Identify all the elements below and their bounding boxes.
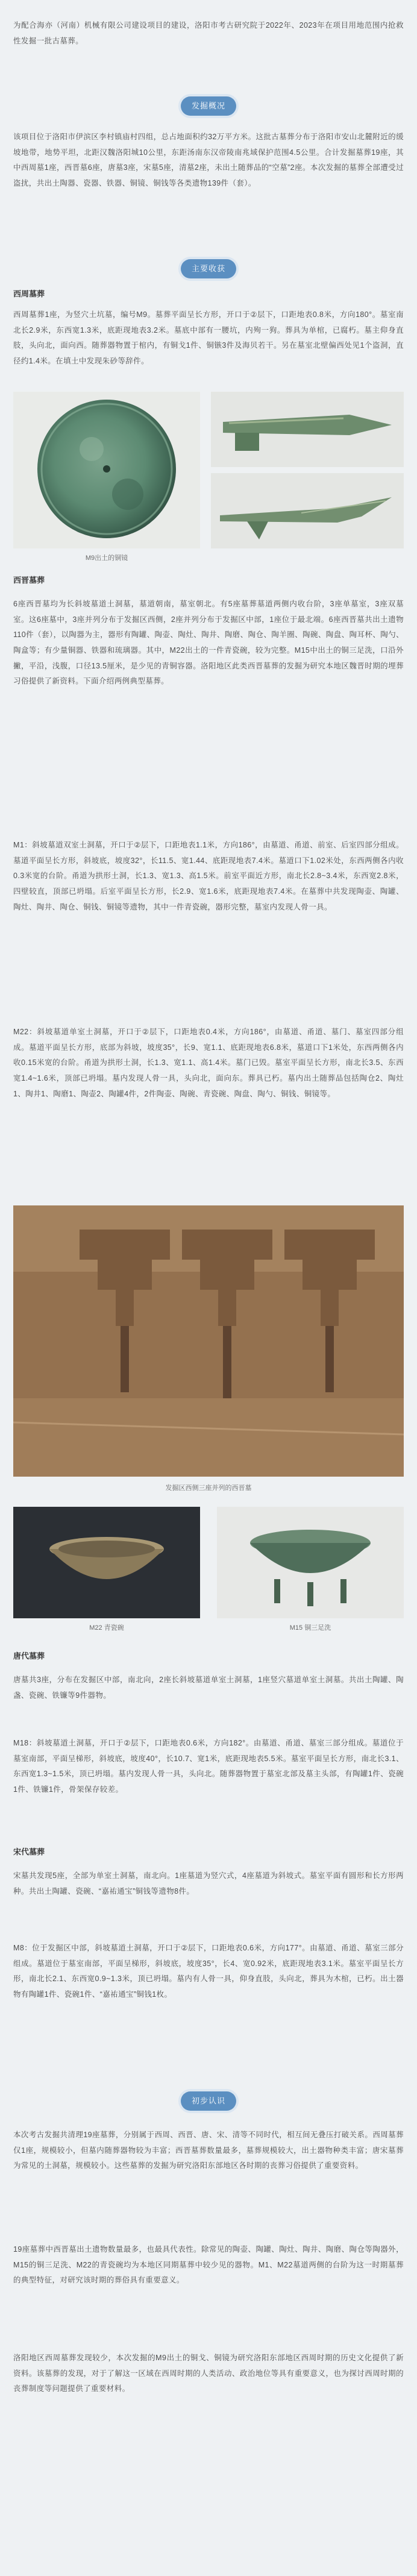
section-title-summary: 初步认识 — [181, 2091, 236, 2111]
m1-paragraph: M1：斜坡墓道双室土洞墓，开口于②层下，口距地表1.1米，方向186°，由墓道、甬道、前室、后室四部分组成。墓道平面呈长方形，斜坡底，坡度32°，长11.5、宽1.44、底距现地表7.4米。墓道口下1.02米处，东西两侧各内收0.3米宽的台阶。甬道为拱形土洞，长1.3、宽1.3、高1.5米。前室平面近方形，南北长2.8~3.4米，东西宽2.8米，四壁较直，顶部已坍塌。后室平面呈长方形，长2.9、宽1.6米，底距现地表7.4米。在墓葬中共发现陶壶、陶罐、陶灶、陶井、陶仓、铜钱、铜镜等遗物，其中一件青瓷碗，器形完整，墓室内发现人骨一具。 — [13, 841, 404, 911]
basin-caption: M15 铜三足洗 — [289, 1624, 331, 1632]
heading-tang: 唐代墓葬 — [13, 1651, 45, 1660]
xijin-paragraph: 6座西晋墓均为长斜坡墓道土洞墓，墓道朝南，墓室朝北。有5座墓葬墓道两侧内收台阶，3座单墓室，3座双墓室。这6座墓中，3座并列分布于发掘区西侧，2座并列分布于发掘区中部，1座位于最北端。6座西晋墓共出土遗物110件（套），以陶器为主，器形有陶罐、陶壶、陶灶、陶井、陶磨、陶仓、陶羊圈、陶碗、陶盘、陶耳杯、陶勺、陶盒等；有少量铜器、铁器和琉璃器。其中，M22出土的一件青瓷碗，较为完整。M15中出土的铜三足洗，口沿外撇，平沿，浅腹，口径13.5厘米，是少见的青铜容器。洛阳地区此类西晋墓葬的发掘为研究本地区魏晋时期的埋葬习俗提供了新资料。下面介绍两例典型墓葬。 — [13, 600, 404, 686]
tomb-caption: 发掘区西侧三座并列的西晋墓 — [165, 1484, 252, 1492]
celadon-bowl-photo — [13, 1507, 200, 1618]
bronze-dagger-photo — [211, 392, 404, 467]
bronze-basin-photo — [217, 1507, 404, 1618]
summary-paragraph-2: 19座墓葬中西晋墓出土遗物数量最多，也最具代表性。除常见的陶壶、陶罐、陶灶、陶井、陶磨、陶仓等陶器外，M15的铜三足洗、M22的青瓷碗均为本地区同期墓葬中较少见的器物。M1、M22墓道两侧的台阶为这一时期墓葬的典型特征，对研究该时期的葬俗具有重要意义。 — [13, 2245, 404, 2285]
section-title-results: 主要收获 — [181, 259, 236, 278]
bowl-caption: M22 青瓷碗 — [89, 1624, 124, 1632]
m18-paragraph: M18：斜坡墓道土洞墓，开口于②层下，口距地表0.6米，方向182°。由墓道、甬道、墓室三部分组成。墓道位于墓室南部，平面呈梯形，斜坡底，坡度40°，长10.7、宽1米，底距现地表5.5米。墓室平面呈长方形，南北长3.1、东西宽1.3~1.5米，顶已坍塌。墓内发现人骨一具，头向北。随葬器物置于墓室北部及墓主头部，有陶罐1件、瓷碗1件、铁镰1件，骨架保存较差。 — [13, 1739, 404, 1794]
bronze-mirror-photo — [13, 392, 200, 548]
section-title-overview: 发掘概况 — [181, 96, 236, 116]
heading-song: 宋代墓葬 — [13, 1847, 45, 1856]
m8-paragraph: M8：位于发掘区中部，斜坡墓道土洞墓，开口于②层下，口距地表0.6米，方向177°。由墓道、甬道、墓室三部分组成。墓道位于墓室南部，平面呈梯形，斜坡底，坡度35°，长4、宽0.92米，底距现地表3.1米。墓室平面呈长方形，南北长2.1、东西宽0.9~1.3米，顶已坍塌。墓内有人骨一具，仰身直肢，头向北，葬具为木棺，已朽。出土器物有陶罐1件、瓷碗1件、“嘉祐通宝”铜钱1枚。 — [13, 1944, 404, 1999]
tomb-excavation-photo — [13, 1205, 404, 1477]
summary-paragraph-1: 本次考古发掘共清理19座墓葬，分别属于西周、西晋、唐、宋、清等不同时代，相互间无叠压打破关系。西周墓葬仅1座，规模较小，但墓内随葬器物较为丰富；西晋墓葬数量最多，墓葬规模较大，出土器物种类丰富；唐宋墓葬为常见的土洞墓，规模较小。这些墓葬的发掘为研究洛阳东部地区各时期的丧葬习俗提供了重要资料。 — [13, 2131, 404, 2170]
heading-xijin: 西晋墓葬 — [13, 576, 45, 585]
summary-paragraph-3: 洛阳地区西周墓葬发现较少，本次发掘的M9出土的铜戈、铜镜为研究洛阳东部地区西周时期的历史文化提供了新资料。该墓葬的发现，对于了解这一区域在西周时期的人类活动、政治地位等具有重要意义，也为探讨西周时期的丧葬制度等问题提供了重要材料。 — [13, 2354, 404, 2393]
m22-paragraph: M22：斜坡墓道单室土洞墓，开口于②层下，口距地表0.4米，方向186°，由墓道、甬道、墓门、墓室四部分组成。墓道平面呈长方形，底部为斜坡，坡度35°，长9、宽1.1、底距现地表6.8米，墓道口下1米处，东西两侧各内收0.15米宽的台阶。甬道为拱形土洞，长1.3、宽1.1、高1.4米。墓门已毁。墓室平面呈长方形，南北长3.5、东西宽1.4~1.6米，顶部已坍塌。墓内发现人骨一具，头向北，面向东。葬具已朽。墓内出土随葬品包括陶仓2、陶灶1、陶井1、陶磨1、陶壶2、陶罐4件，2件陶壶、陶碗、青瓷碗、陶盘、陶勺、铜钱、铜镜等。 — [13, 1028, 404, 1098]
bronze-spear-photo — [211, 473, 404, 548]
overview-paragraph: 该项目位于洛阳市伊滨区李村镇庙村四组，总占地面积约32万平方米。这批古墓葬分布于洛阳市安山北麓附近的缓坡地带，地势平坦，北距汉魏洛阳城10公里，东距汤南东汉帝陵南兆域保护范围4.5公里。合计发掘墓葬19座，其中西周墓1座，西晋墓6座，唐墓3座，宋墓5座，清墓2座，未出土随葬品的“空墓”2座。本次发掘的墓葬全部遭受过盗扰，共出土陶器、瓷器、铁器、铜镜、铜钱等各类遗物139件（套）。 — [13, 133, 404, 187]
tang-paragraph: 唐墓共3座，分布在发掘区中部，南北向，2座长斜坡墓道单室土洞墓，1座竖穴墓道单室土洞墓。共出土陶罐、陶盏、瓷碗、铁镰等9件器物。 — [13, 1676, 404, 1700]
heading-xizhou: 西周墓葬 — [13, 289, 45, 298]
mirror-caption: M9出土的铜镜 — [85, 554, 128, 562]
song-paragraph: 宋墓共发现5座，全部为单室土洞墓，南北向。1座墓道为竖穴式，4座墓道为斜坡式。墓室平面有圆形和长方形两种。共出土陶罐、瓷碗、“嘉祐通宝”铜钱等遗物8件。 — [13, 1871, 404, 1896]
xizhou-paragraph: 西周墓葬1座，为竖穴土坑墓，编号M9。墓葬平面呈长方形，开口于②层下，口距地表0.8米，方向180°。墓室南北长2.9米，东西宽1.3米，底距现地表3.2米。墓底中部有一腰坑，内殉一狗。葬具为单棺，已腐朽。墓主仰身直肢，头向北，面向西。随葬器物置于棺内，有铜戈1件、铜镞3件及海贝若干。另在墓室北壁偏西处见1个盗洞，直径约1.4米。在填土中发现朱砂等辞件。 — [13, 310, 404, 365]
intro-paragraph: 为配合海亦（河南）机械有限公司建设项目的建设，洛阳市考古研究院于2022年、2023年在项目用地范围内抢救性发掘一批古墓葬。 — [13, 21, 404, 45]
